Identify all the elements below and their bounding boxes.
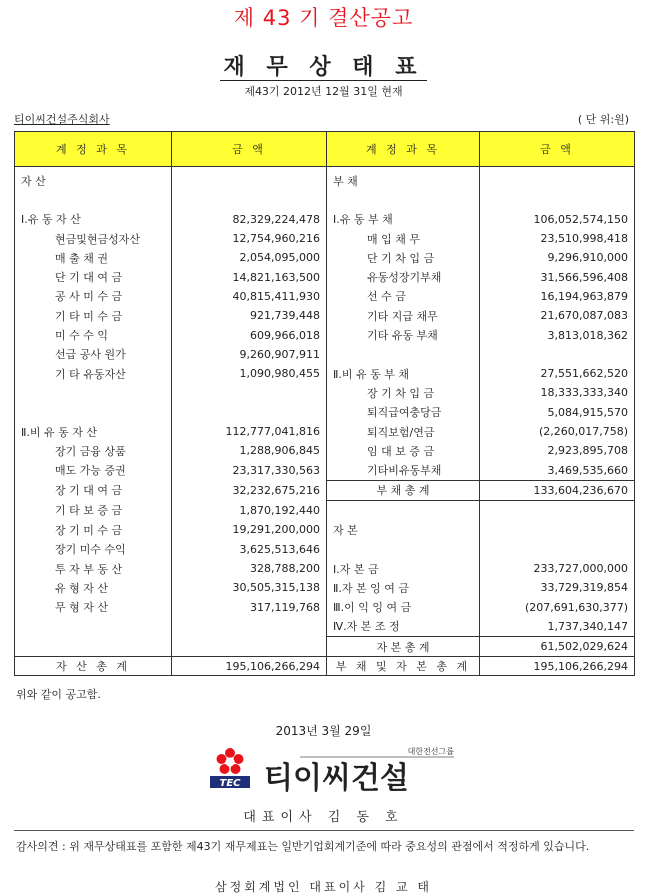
table-row [15, 403, 635, 422]
column-header-account-right: 계 정 과 목 [327, 132, 480, 167]
amount-right: (207,691,630,377) [480, 598, 635, 617]
account-label-right: Ⅱ.자 본 잉 여 금 [327, 578, 480, 597]
total-row [15, 657, 635, 676]
document-title [0, 50, 647, 81]
amount-right: 9,296,910,000 [480, 248, 635, 267]
notice-date: 2013년 3월 29일 [275, 724, 372, 738]
amount-right: 106,052,574,150 [480, 210, 635, 229]
amount-left: 82,329,224,478 [172, 210, 327, 229]
table-row [15, 637, 635, 657]
account-label-right: Ⅰ.유 동 부 채 [327, 210, 480, 229]
amount-right: 61,502,029,624 [480, 637, 635, 657]
amount-left: 328,788,200 [172, 559, 327, 578]
amount-right [480, 345, 635, 364]
amount-left: 14,821,163,500 [172, 267, 327, 286]
amount-left [172, 190, 327, 209]
account-label-right: 부 채 [327, 167, 480, 191]
amount-right [480, 167, 635, 191]
table-row [15, 441, 635, 460]
account-label-left: 자 산 [15, 167, 172, 191]
amount-left [172, 403, 327, 422]
amount-left: 30,505,315,138 [172, 578, 327, 597]
account-label-left: 현금및현금성자산 [15, 229, 172, 248]
account-label-right: 기타 지급 채무 [327, 306, 480, 325]
amount-left: 609,966,018 [172, 325, 327, 344]
total-assets-value: 195,106,266,294 [172, 657, 327, 676]
account-label-right: 부 채 총 계 [327, 480, 480, 500]
account-label-left: 기 타 유동자산 [15, 364, 172, 383]
table-row [15, 190, 635, 209]
table-row [15, 210, 635, 229]
account-label-left: 장 기 대 여 금 [15, 480, 172, 500]
account-label-right: 매 입 채 무 [327, 229, 480, 248]
amount-right: 21,670,087,083 [480, 306, 635, 325]
account-label-right: 기타 유동 부채 [327, 325, 480, 344]
account-label-left: 미 수 수 익 [15, 325, 172, 344]
logo-mark-text: TEC [219, 778, 241, 789]
account-label-right: Ⅲ.이 익 잉 여 금 [327, 598, 480, 617]
account-label-right [327, 501, 480, 521]
amount-right: 31,566,596,408 [480, 267, 635, 286]
table-row [15, 383, 635, 402]
amount-right: 1,737,340,147 [480, 617, 635, 637]
table-row [15, 540, 635, 559]
amount-left: 921,739,448 [172, 306, 327, 325]
account-label-left: 장기 미수 수익 [15, 540, 172, 559]
amount-left: 9,260,907,911 [172, 345, 327, 364]
account-label-right [327, 540, 480, 559]
account-label-right: 자 본 [327, 520, 480, 539]
account-label-right: 기타비유동부채 [327, 460, 480, 480]
account-label-left [15, 403, 172, 422]
amount-left: 23,317,330,563 [172, 460, 327, 480]
balance-sheet-table [14, 131, 635, 676]
amount-left: 1,870,192,440 [172, 501, 327, 521]
account-label-right: 장 기 차 입 금 [327, 383, 480, 402]
account-label-right [327, 190, 480, 209]
amount-right: 27,551,662,520 [480, 364, 635, 383]
table-row [15, 325, 635, 344]
logo-name-text: 티이씨건설 [264, 761, 409, 796]
table-row [15, 267, 635, 286]
amount-left: 1,288,906,845 [172, 441, 327, 460]
amount-right [480, 540, 635, 559]
document-title-text: 재 무 상 태 표 [220, 55, 428, 81]
company-name: 티이씨건설주식회사 [14, 113, 110, 126]
total-liabilities-equity-value: 195,106,266,294 [480, 657, 635, 676]
table-row [15, 287, 635, 306]
table-header-row [15, 132, 635, 167]
table-row [15, 422, 635, 441]
divider [14, 830, 634, 831]
amount-right: 3,813,018,362 [480, 325, 635, 344]
amount-right [480, 190, 635, 209]
column-header-amount-left: 금 액 [172, 132, 327, 167]
account-label-right: 임 대 보 증 금 [327, 441, 480, 460]
total-liabilities-equity-label: 부 채 및 자 본 총 계 [327, 657, 480, 676]
amount-left: 112,777,041,816 [172, 422, 327, 441]
table-row [15, 598, 635, 617]
account-label-left: 매 출 채 권 [15, 248, 172, 267]
logo-group-text: 대한전선그룹 [407, 747, 454, 756]
amount-left [172, 617, 327, 637]
amount-right: 2,923,895,708 [480, 441, 635, 460]
table-row [15, 578, 635, 597]
amount-left: 40,815,411,930 [172, 287, 327, 306]
table-row [15, 306, 635, 325]
account-label-left: 기 타 보 증 금 [15, 501, 172, 521]
company-logo [208, 742, 458, 802]
account-label-left: Ⅰ.유 동 자 산 [15, 210, 172, 229]
account-label-left [15, 617, 172, 637]
account-label-left: 매도 가능 증권 [15, 460, 172, 480]
account-label-left: 기 타 미 수 금 [15, 306, 172, 325]
account-label-left: 공 사 미 수 금 [15, 287, 172, 306]
account-label-left: 선급 공사 원가 [15, 345, 172, 364]
amount-right: (2,260,017,758) [480, 422, 635, 441]
table-row [15, 460, 635, 480]
table-row [15, 480, 635, 500]
amount-right: 3,469,535,660 [480, 460, 635, 480]
amount-right: 5,084,915,570 [480, 403, 635, 422]
amount-right: 16,194,963,879 [480, 287, 635, 306]
table-row [15, 364, 635, 383]
period-label: 제43기 2012년 12월 31일 현재 [244, 85, 403, 98]
amount-left: 12,754,960,216 [172, 229, 327, 248]
account-label-right: Ⅰ.자 본 금 [327, 559, 480, 578]
account-label-right: 자 본 총 계 [327, 637, 480, 657]
amount-left: 3,625,513,646 [172, 540, 327, 559]
amount-right: 23,510,998,418 [480, 229, 635, 248]
amount-left [172, 383, 327, 402]
account-label-left: 단 기 대 여 금 [15, 267, 172, 286]
amount-right: 233,727,000,000 [480, 559, 635, 578]
account-label-right: 유동성장기부채 [327, 267, 480, 286]
notice-title: 제 43 기 결산공고 [233, 6, 414, 30]
account-label-left [15, 383, 172, 402]
account-label-right: 선 수 금 [327, 287, 480, 306]
amount-left: 1,090,980,455 [172, 364, 327, 383]
account-label-left: 유 형 자 산 [15, 578, 172, 597]
table-body [15, 167, 635, 657]
table-row [15, 617, 635, 637]
column-header-account-left: 계 정 과 목 [15, 132, 172, 167]
table-row [15, 520, 635, 539]
account-label-right: Ⅳ.자 본 조 정 [327, 617, 480, 637]
amount-left: 32,232,675,216 [172, 480, 327, 500]
amount-left [172, 637, 327, 657]
account-label-right [327, 345, 480, 364]
representative: 대표이사 김 동 호 [243, 810, 404, 825]
amount-right [480, 501, 635, 521]
table-row [15, 345, 635, 364]
amount-left: 317,119,768 [172, 598, 327, 617]
notice-text: 위와 같이 공고함. [16, 688, 101, 701]
unit-label: ( 단 위:원) [577, 113, 629, 126]
flower-emblem-icon [217, 748, 244, 774]
account-label-right: 퇴직보험/연금 [327, 422, 480, 441]
amount-left [172, 167, 327, 191]
amount-right: 133,604,236,670 [480, 480, 635, 500]
auditor-signature: 삼정회계법인 대표이사 김 교 태 [215, 880, 432, 894]
amount-left: 2,054,095,000 [172, 248, 327, 267]
account-label-left: 투 자 부 동 산 [15, 559, 172, 578]
table-row [15, 248, 635, 267]
account-label-left: 장기 금융 상품 [15, 441, 172, 460]
amount-left: 19,291,200,000 [172, 520, 327, 539]
account-label-left: 무 형 자 산 [15, 598, 172, 617]
amount-right: 33,729,319,854 [480, 578, 635, 597]
total-assets-label: 자 산 총 계 [15, 657, 172, 676]
table-row [15, 559, 635, 578]
table-row [15, 501, 635, 521]
amount-right: 18,333,333,340 [480, 383, 635, 402]
audit-opinion: 감사의견 : 위 재무상태표를 포함한 제43기 재무제표는 일반기업회계기준에 따라 중요성의 관점에서 적정하게 있습니다. [16, 840, 590, 853]
amount-right [480, 520, 635, 539]
account-label-right: 단 기 차 입 금 [327, 248, 480, 267]
account-label-right: 퇴직급여충당금 [327, 403, 480, 422]
table-row [15, 229, 635, 248]
account-label-right: Ⅱ.비 유 동 부 채 [327, 364, 480, 383]
account-label-left: Ⅱ.비 유 동 자 산 [15, 422, 172, 441]
column-header-amount-right: 금 액 [480, 132, 635, 167]
account-label-left [15, 637, 172, 657]
account-label-left: 장 기 미 수 금 [15, 520, 172, 539]
account-label-left [15, 190, 172, 209]
table-row [15, 167, 635, 191]
